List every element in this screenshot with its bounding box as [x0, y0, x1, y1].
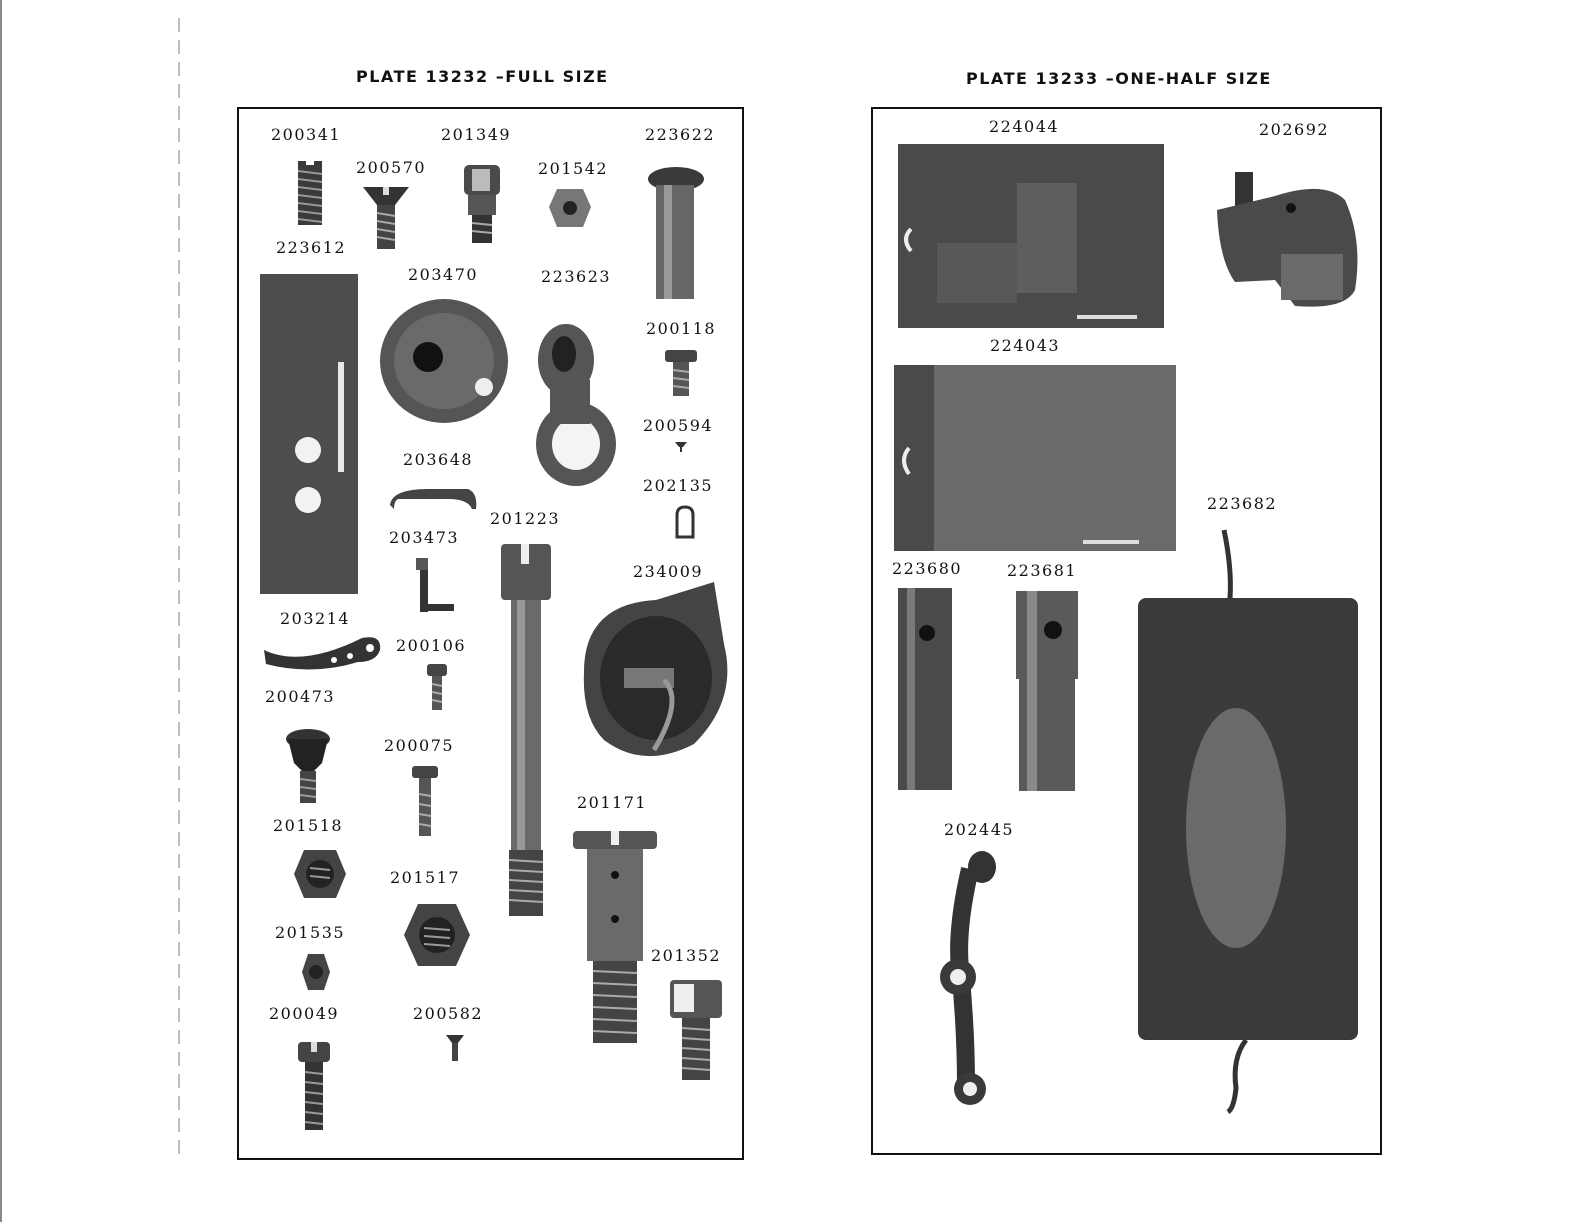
slide-plate-image: [893, 364, 1177, 552]
stud-pin-image: [644, 165, 706, 301]
angle-bracket-image: [414, 556, 456, 614]
part-label: 202692: [1259, 120, 1330, 139]
part-label: 201517: [390, 868, 461, 887]
page-edge: [0, 0, 2, 1222]
link-collar-image: [528, 320, 618, 488]
small-screw-image: [425, 662, 449, 712]
slide-plate-image: [897, 143, 1165, 329]
part-label: 201171: [577, 793, 648, 812]
part-label: 223681: [1007, 561, 1078, 580]
part-label: 200118: [646, 319, 717, 338]
cap-screw-image: [668, 978, 724, 1082]
tube-sleeve-image: [897, 587, 953, 791]
shuttle-hook-image: [574, 580, 738, 764]
dowel-pin-image: [674, 505, 696, 539]
shoulder-screw-image: [458, 163, 506, 245]
part-label: 200473: [265, 687, 336, 706]
part-label: 202135: [643, 476, 714, 495]
part-label: 224043: [990, 336, 1061, 355]
part-label: 201349: [441, 125, 512, 144]
part-label: 203214: [280, 609, 351, 628]
part-label: 200594: [643, 416, 714, 435]
part-label: 201518: [273, 816, 344, 835]
part-label: 201223: [490, 509, 561, 528]
curved-arm-image: [262, 632, 384, 676]
plate-1-title: PLATE 13232 –FULL SIZE: [356, 67, 609, 86]
part-label: 203470: [408, 265, 479, 284]
hex-nut-image: [292, 848, 348, 900]
lever-arm-image: [936, 849, 1008, 1113]
part-label: 200049: [269, 1004, 340, 1023]
part-label: 200341: [271, 125, 342, 144]
tube-sleeve-image: [1015, 590, 1079, 792]
clamp-block-image: [1215, 170, 1363, 312]
part-label: 200075: [384, 736, 455, 755]
hex-nut-image: [402, 902, 472, 968]
part-label: 223622: [645, 125, 716, 144]
part-label: 200582: [413, 1004, 484, 1023]
part-label: 224044: [989, 117, 1060, 136]
screw-image: [296, 1040, 332, 1132]
hex-nut-image: [547, 185, 593, 231]
curved-strip-image: [388, 483, 480, 513]
large-cover-plate-image: [1136, 528, 1360, 1114]
part-label: 223612: [276, 238, 347, 257]
part-label: 201542: [538, 159, 609, 178]
part-label: 201535: [275, 923, 346, 942]
set-screw-image: [292, 157, 328, 229]
needle-plate-image: [258, 272, 360, 596]
part-label: 223680: [892, 559, 963, 578]
plate-2-title: PLATE 13233 –ONE-HALF SIZE: [966, 69, 1272, 88]
part-label: 200570: [356, 158, 427, 177]
flat-head-screw-image: [361, 185, 411, 251]
part-label: 203648: [403, 450, 474, 469]
long-shaft-screw-image: [495, 542, 557, 918]
part-label: 223682: [1207, 494, 1278, 513]
binding-margin: [178, 18, 180, 1158]
part-label: 201352: [651, 946, 722, 965]
small-screw-image: [663, 348, 699, 398]
part-label: 203473: [389, 528, 460, 547]
small-screw-image: [444, 1033, 466, 1063]
shoulder-bolt-image: [571, 829, 659, 1045]
cam-wheel-image: [378, 297, 512, 425]
tiny-screw-image: [674, 441, 688, 453]
part-label: 202445: [944, 820, 1015, 839]
hex-nut-image: [300, 952, 332, 992]
part-label: 234009: [633, 562, 704, 581]
screw-image: [410, 764, 440, 838]
part-label: 223623: [541, 267, 612, 286]
part-label: 200106: [396, 636, 467, 655]
thumb-screw-image: [282, 727, 334, 805]
